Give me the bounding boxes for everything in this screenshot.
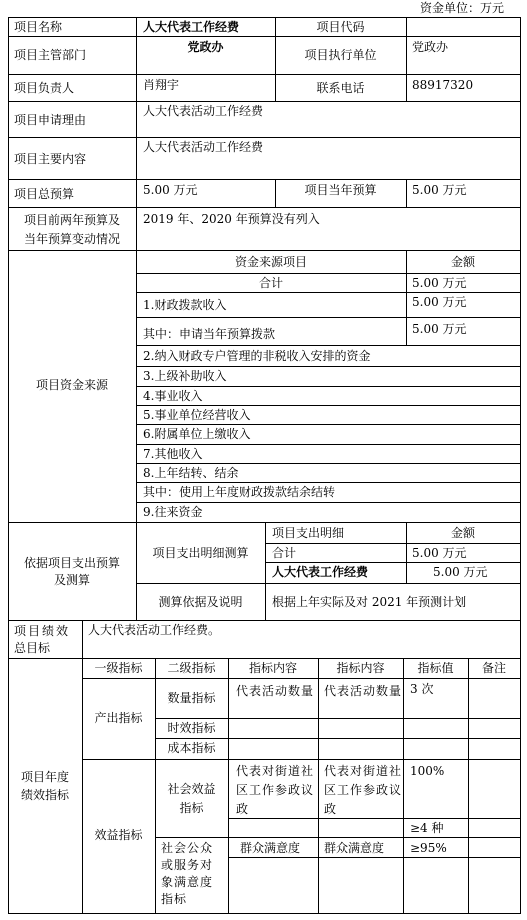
leader-value: 肖翔宇 [143,78,180,92]
quantity-content-2: 代表活动数量 [324,684,403,698]
performance-section-label-1: 项目年度 [20,770,69,784]
project-name-value: 人大代表工作经费 [143,20,240,34]
expense-section-label-1: 依据项目支出预算 [23,556,120,570]
expense-col-amount: 金额 [450,526,475,540]
satisfaction-content-1: 群众满意度 [240,841,301,855]
expense-basis-label: 测算依据及说明 [158,595,243,609]
expense-total-amount: 5.00 万元 [412,546,467,560]
social-content-1: 代表对街道社区工作参政议政 [236,764,315,816]
funding-row-label: 8.上年结转、结余 [143,466,239,480]
funding-row-amount: 5.00 万元 [412,276,467,290]
performance-header: 指标值 [417,661,454,675]
content-label: 项目主要内容 [14,152,87,166]
expense-basis-value: 根据上年实际及对 2021 年预测计划 [272,595,467,609]
social-value-2: ≥4 种 [410,821,444,835]
performance-header: 指标内容 [336,661,385,675]
prev-budget-label-2: 当年预算变动情况 [23,232,120,246]
funding-row-amount: 5.00 万元 [412,322,467,336]
dept-value: 党政办 [187,40,224,54]
unit-label: 资金单位：万元 [420,1,505,15]
total-budget-value: 5.00 万元 [143,183,198,197]
funding-section-label: 项目资金来源 [35,378,108,392]
phone-value: 88917320 [412,78,474,92]
goal-label-2: 总目标 [14,641,51,655]
output-label: 产出指标 [94,711,143,725]
expense-col-detail: 项目支出明细 [272,526,345,540]
satisfaction-value: ≥95% [410,841,447,855]
performance-header: 备注 [481,661,506,675]
year-budget-label: 项目当年预算 [304,183,377,197]
content-value: 人大代表活动工作经费 [143,140,264,154]
funding-col-source: 资金来源项目 [234,255,307,269]
quantity-value: 3 次 [410,682,434,696]
expense-item-amount: 5.00 万元 [433,565,488,579]
year-budget-value: 5.00 万元 [412,183,467,197]
expense-section-label-2: 及测算 [53,573,90,587]
expense-detail-label: 项目支出明细测算 [152,546,249,560]
funding-row-label: 9.往来资金 [143,505,203,519]
goal-label-1: 项目绩效 [14,624,71,638]
cost-label: 成本指标 [167,741,216,755]
funding-row-amount: 5.00 万元 [412,295,467,309]
exec-label: 项目执行单位 [304,48,377,62]
performance-section-label-2: 绩效指标 [20,788,69,802]
funding-col-amount: 金额 [450,255,475,269]
expense-item-label: 人大代表工作经费 [272,565,369,579]
satisfaction-label: 社会公众或服务对象满意度指标 [161,841,214,906]
prev-budget-label-1: 项目前两年预算及 [23,213,120,227]
funding-row-label: 其中：申请当年预算拨款 [143,327,276,341]
social-value-1: 100% [410,764,445,778]
funding-row-label: 2.纳入财政专户管理的非税收入安排的资金 [143,349,371,363]
satisfaction-content-2: 群众满意度 [324,841,385,855]
social-label-1: 社会效益 [167,782,216,796]
timeliness-label: 时效指标 [167,721,216,735]
funding-row-label: 6.附属单位上缴收入 [143,427,251,441]
project-name-label: 项目名称 [14,20,63,34]
leader-label: 项目负责人 [14,81,75,95]
expense-total-label: 合计 [272,546,297,560]
reason-value: 人大代表活动工作经费 [143,104,264,118]
quantity-label: 数量指标 [167,691,216,705]
funding-row-label: 4.事业收入 [143,389,203,403]
quantity-content-1: 代表活动数量 [236,684,315,698]
funding-row-label: 合计 [258,276,283,290]
social-label-2: 指标 [179,801,204,815]
funding-row-label: 5.事业单位经营收入 [143,408,251,422]
performance-header: 一级指标 [94,661,143,675]
exec-value: 党政办 [412,40,449,54]
performance-header: 二级指标 [167,661,216,675]
funding-row-label: 其中：使用上年度财政拨款结余结转 [143,485,336,499]
social-content-2: 代表对街道社区工作参政议政 [324,764,403,816]
prev-budget-value: 2019 年、2020 年预算没有列入 [143,212,320,226]
funding-row-label: 3.上级补助收入 [143,369,227,383]
dept-label: 项目主管部门 [14,48,87,62]
performance-header: 指标内容 [248,661,297,675]
phone-label: 联系电话 [316,81,365,95]
project-code-label: 项目代码 [316,20,365,34]
funding-row-label: 1.财政拨款收入 [143,298,227,312]
funding-row-label: 7.其他收入 [143,447,203,461]
benefit-label: 效益指标 [94,828,143,842]
total-budget-label: 项目总预算 [14,187,75,201]
reason-label: 项目申请理由 [14,113,87,127]
goal-value: 人大代表活动工作经费。 [88,623,221,637]
